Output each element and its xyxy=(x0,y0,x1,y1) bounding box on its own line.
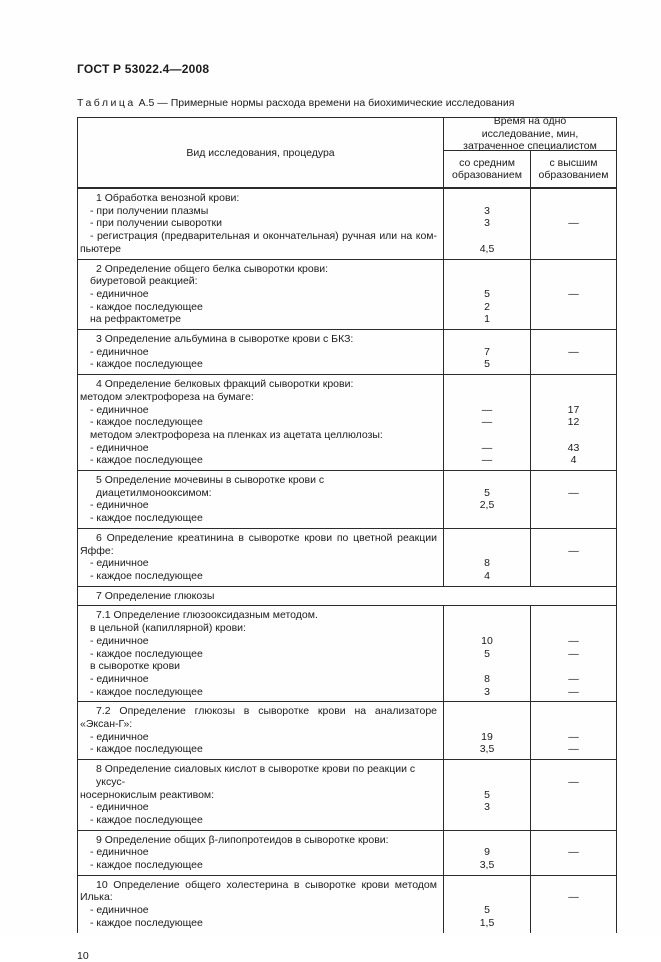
mid-education-cell xyxy=(444,760,531,830)
procedure-cell xyxy=(78,702,444,759)
time-value-high xyxy=(531,763,616,776)
mid-education-cell xyxy=(444,375,531,470)
mid-education-cell xyxy=(444,702,531,759)
time-value-mid: 3,5 xyxy=(479,743,495,756)
time-value-high xyxy=(531,429,616,442)
procedure-line: 2 Определение общего белка сыворотки крови: xyxy=(96,262,329,275)
procedure-line: 3 Определение альбумина в сыворотке крови с БКЗ: xyxy=(96,333,354,346)
table-section xyxy=(78,831,616,876)
time-value-mid xyxy=(444,474,530,487)
table-caption-label: Таблица xyxy=(77,97,136,109)
high-education-cell xyxy=(531,260,616,330)
mid-education-cell xyxy=(444,260,531,330)
procedure-line: - каждое последующее xyxy=(90,647,203,660)
time-value-mid: 8 xyxy=(484,672,490,685)
table-section xyxy=(78,876,616,933)
time-value-mid xyxy=(444,834,530,847)
procedure-line: - регистрация (предварительная и окончательная) ручная или на ком- xyxy=(90,230,437,243)
time-value-high: — xyxy=(568,775,579,788)
time-value-mid xyxy=(444,891,530,904)
time-value-high xyxy=(531,358,616,371)
time-value-high: — xyxy=(568,672,579,685)
table-section xyxy=(78,702,616,760)
high-education-cell xyxy=(531,831,616,875)
header-time-group xyxy=(444,115,616,187)
procedure-line: - каждое последующее xyxy=(90,512,203,525)
table-section xyxy=(78,189,616,260)
time-value-mid: 2,5 xyxy=(479,499,495,512)
time-value-high: 43 xyxy=(567,441,580,454)
time-value-high: — xyxy=(568,647,579,660)
procedure-cell xyxy=(78,529,444,586)
procedure-line: - единичное xyxy=(90,846,149,859)
procedure-line: 6 Определение креатинина в сыворотке крови по цветной реакции xyxy=(96,531,437,544)
time-value-mid: 5 xyxy=(484,358,490,371)
procedure-line: - каждое последующее xyxy=(90,358,203,371)
procedure-line: - единичное xyxy=(90,730,149,743)
procedure-line: - каждое последующее xyxy=(90,569,203,582)
time-value-mid: 4,5 xyxy=(479,242,495,255)
procedure-line: - единичное xyxy=(90,441,149,454)
procedure-line: - каждое последующее xyxy=(90,743,203,756)
procedure-line: 7.1 Определение глюзооксидазным методом. xyxy=(96,609,318,622)
time-value-mid: 1 xyxy=(484,313,490,326)
time-value-mid xyxy=(444,532,530,545)
time-value-mid xyxy=(444,705,530,718)
procedure-line: - единичное xyxy=(90,634,149,647)
time-value-high xyxy=(531,917,616,930)
table-caption-text: — Примерные нормы расхода времени на биохимические исследования xyxy=(157,97,515,109)
time-value-mid xyxy=(444,763,530,776)
time-value-high xyxy=(531,570,616,583)
procedure-line: Илька: xyxy=(80,891,113,904)
high-education-cell xyxy=(531,702,616,759)
procedure-line: носернокислым реактивом: xyxy=(80,788,215,801)
time-value-mid: 19 xyxy=(481,730,493,743)
time-value-high xyxy=(531,789,616,802)
time-value-high: — xyxy=(568,217,579,230)
procedure-line: - каждое последующее xyxy=(90,859,203,872)
time-value-mid: 5 xyxy=(484,904,490,917)
procedure-line: в цельной (капиллярной) крови: xyxy=(90,622,246,635)
time-value-high xyxy=(531,205,616,218)
procedure-line: - единичное xyxy=(90,499,149,512)
time-value-high xyxy=(531,904,616,917)
procedure-line: Яффе: xyxy=(80,544,114,557)
procedure-line: 10 Определение общего холестерина в сыворотке крови методом xyxy=(96,878,437,891)
procedure-line: - каждое последующее xyxy=(90,685,203,698)
time-value-mid xyxy=(444,333,530,346)
time-value-high xyxy=(531,718,616,731)
doc-code: ГОСТ Р 53022.4—2008 xyxy=(77,62,210,76)
procedure-line: - единичное xyxy=(90,801,149,814)
table-section xyxy=(78,471,616,529)
time-value-mid: 4 xyxy=(484,569,490,582)
time-value-mid: 7 xyxy=(484,345,490,358)
procedure-line: - каждое последующее xyxy=(90,300,203,313)
procedure-line: биуретовой реакцией: xyxy=(90,275,198,288)
procedure-cell xyxy=(78,260,444,330)
high-education-cell xyxy=(531,189,616,259)
procedure-cell xyxy=(78,330,444,374)
time-value-high: — xyxy=(568,743,579,756)
table-header xyxy=(78,115,616,189)
time-value-mid: 8 xyxy=(484,557,490,570)
high-education-cell xyxy=(531,606,616,701)
time-value-mid: — xyxy=(481,403,493,416)
time-value-high xyxy=(531,622,616,635)
time-value-mid: 5 xyxy=(484,486,490,499)
mid-education-cell xyxy=(444,529,531,586)
time-value-high xyxy=(531,705,616,718)
page-number: 10 xyxy=(77,949,89,962)
mid-education-cell xyxy=(444,330,531,374)
time-value-mid: 1,5 xyxy=(479,916,495,929)
time-value-high: — xyxy=(568,846,579,859)
mid-education-cell xyxy=(444,831,531,875)
time-value-high xyxy=(531,230,616,243)
time-value-high xyxy=(531,301,616,314)
time-value-mid: — xyxy=(481,416,493,429)
procedure-line: - каждое последующее xyxy=(90,916,203,929)
table-caption xyxy=(77,97,661,109)
table-section xyxy=(78,375,616,471)
time-value-mid xyxy=(444,192,530,205)
time-value-high xyxy=(531,660,616,673)
procedure-line: на рефрактометре xyxy=(90,313,181,326)
time-value-high xyxy=(531,609,616,622)
high-education-cell xyxy=(531,876,616,933)
time-value-mid xyxy=(444,545,530,558)
time-value-high xyxy=(531,378,616,391)
time-value-high xyxy=(531,557,616,570)
time-value-high: — xyxy=(568,730,579,743)
procedure-line: - единичное xyxy=(90,557,149,570)
time-value-high xyxy=(531,243,616,256)
time-value-high xyxy=(531,275,616,288)
procedure-cell xyxy=(78,471,444,528)
mid-education-cell xyxy=(444,606,531,701)
procedure-line: методом электрофореза на бумаге: xyxy=(80,390,254,403)
time-value-mid xyxy=(444,879,530,892)
time-value-mid: 10 xyxy=(481,634,493,647)
time-value-mid xyxy=(444,429,530,442)
procedure-line: 7 Определение глюкозы xyxy=(96,589,215,602)
procedure-cell xyxy=(78,587,616,606)
mid-education-cell xyxy=(444,471,531,528)
time-value-high: — xyxy=(568,345,579,358)
procedure-cell xyxy=(78,831,444,875)
time-value-mid xyxy=(444,263,530,276)
time-value-mid: 3 xyxy=(484,685,490,698)
time-value-mid: 5 xyxy=(484,788,490,801)
header-high-education: с высшим образованием xyxy=(538,156,609,181)
procedure-line: - каждое последующее xyxy=(90,416,203,429)
time-value-high xyxy=(531,192,616,205)
time-value-mid: 2 xyxy=(484,300,490,313)
norms-table xyxy=(77,117,617,933)
time-value-high xyxy=(531,834,616,847)
procedure-line: - единичное xyxy=(90,345,149,358)
time-value-high: 12 xyxy=(567,416,580,429)
table-section xyxy=(78,330,616,375)
procedure-line: 9 Определение общих β-липопротеидов в сыворотке крови: xyxy=(96,833,389,846)
time-value-high: — xyxy=(568,544,579,557)
procedure-line: методом электрофореза на пленках из ацетата целлюлозы: xyxy=(90,428,383,441)
time-value-mid: 3 xyxy=(484,204,490,217)
time-value-mid xyxy=(444,275,530,288)
procedure-line: - единичное xyxy=(90,904,149,917)
time-value-high: — xyxy=(568,486,579,499)
procedure-line: - каждое последующее xyxy=(90,454,203,467)
time-value-mid xyxy=(444,391,530,404)
time-value-mid xyxy=(444,776,530,789)
time-value-high xyxy=(531,499,616,512)
procedure-line: 8 Определение сиаловых кислот в сыворотке крови по реакции с уксус- xyxy=(96,763,416,788)
time-value-mid: 5 xyxy=(484,647,490,660)
table-section xyxy=(78,260,616,331)
mid-education-cell xyxy=(444,189,531,259)
procedure-cell xyxy=(78,606,444,701)
procedure-line: 1 Обработка венозной крови: xyxy=(96,192,240,204)
mid-education-cell xyxy=(444,876,531,933)
time-value-high: 17 xyxy=(567,403,580,416)
header-time: Время на одно исследование, мин, затраченное специалистом xyxy=(444,118,616,151)
procedure-line: - при получении плазмы xyxy=(90,204,209,217)
high-education-cell xyxy=(531,330,616,374)
table-section xyxy=(78,760,616,831)
time-value-high xyxy=(531,263,616,276)
time-value-mid xyxy=(444,378,530,391)
time-value-mid xyxy=(444,718,530,731)
procedure-cell xyxy=(78,375,444,470)
time-value-high xyxy=(531,313,616,326)
table-caption-number: А.5 xyxy=(138,97,155,109)
high-education-cell xyxy=(531,471,616,528)
time-value-mid: 3 xyxy=(484,217,490,230)
table-section xyxy=(78,606,616,702)
procedure-line: 5 Определение мочевины в сыворотке крови с диацетилмонооксимом: xyxy=(96,474,325,499)
procedure-line: в сыворотке крови xyxy=(90,660,181,673)
time-value-mid xyxy=(444,660,530,673)
high-education-cell xyxy=(531,529,616,586)
time-value-mid: 3 xyxy=(484,801,490,814)
table-section xyxy=(78,587,616,607)
time-value-high: — xyxy=(568,891,579,904)
table-section xyxy=(78,529,616,587)
procedure-line: - каждое последующее xyxy=(90,813,203,826)
procedure-cell xyxy=(78,876,444,933)
time-value-high xyxy=(531,532,616,545)
time-value-mid xyxy=(444,622,530,635)
procedure-line: 7.2 Определение глюкозы в сыворотке крови на анализаторе xyxy=(96,705,437,718)
high-education-cell xyxy=(531,375,616,470)
time-value-high xyxy=(531,474,616,487)
procedure-line: - единичное xyxy=(90,672,149,685)
time-value-high xyxy=(531,391,616,404)
procedure-cell xyxy=(78,760,444,830)
procedure-line: - единичное xyxy=(90,287,149,300)
header-subcolumns xyxy=(444,151,616,187)
time-value-mid: — xyxy=(481,454,493,467)
time-value-high: — xyxy=(568,685,579,698)
time-value-mid xyxy=(444,609,530,622)
procedure-line: - единичное xyxy=(90,403,149,416)
time-value-mid: 3,5 xyxy=(479,859,495,872)
time-value-high: — xyxy=(568,287,579,300)
time-value-high xyxy=(531,859,616,872)
time-value-high: 4 xyxy=(570,454,577,467)
time-value-high xyxy=(531,879,616,892)
header-procedure: Вид исследования, процедура xyxy=(78,118,444,187)
header-mid-education: со средним образованием xyxy=(444,151,531,187)
time-value-high: — xyxy=(568,634,579,647)
procedure-line: «Эксан-Г»: xyxy=(80,718,133,731)
procedure-line: 4 Определение белковых фракций сыворотки крови: xyxy=(96,378,354,391)
time-value-mid: 5 xyxy=(484,287,490,300)
procedure-line: пьютере xyxy=(80,242,122,255)
time-value-mid: — xyxy=(481,441,493,454)
procedure-cell xyxy=(78,189,444,259)
high-education-cell xyxy=(531,760,616,830)
time-value-high xyxy=(531,801,616,814)
time-value-mid xyxy=(444,230,530,243)
table-body xyxy=(78,189,616,933)
time-value-high xyxy=(531,333,616,346)
time-value-mid: 9 xyxy=(484,846,490,859)
procedure-line: - при получении сыворотки xyxy=(90,217,222,230)
